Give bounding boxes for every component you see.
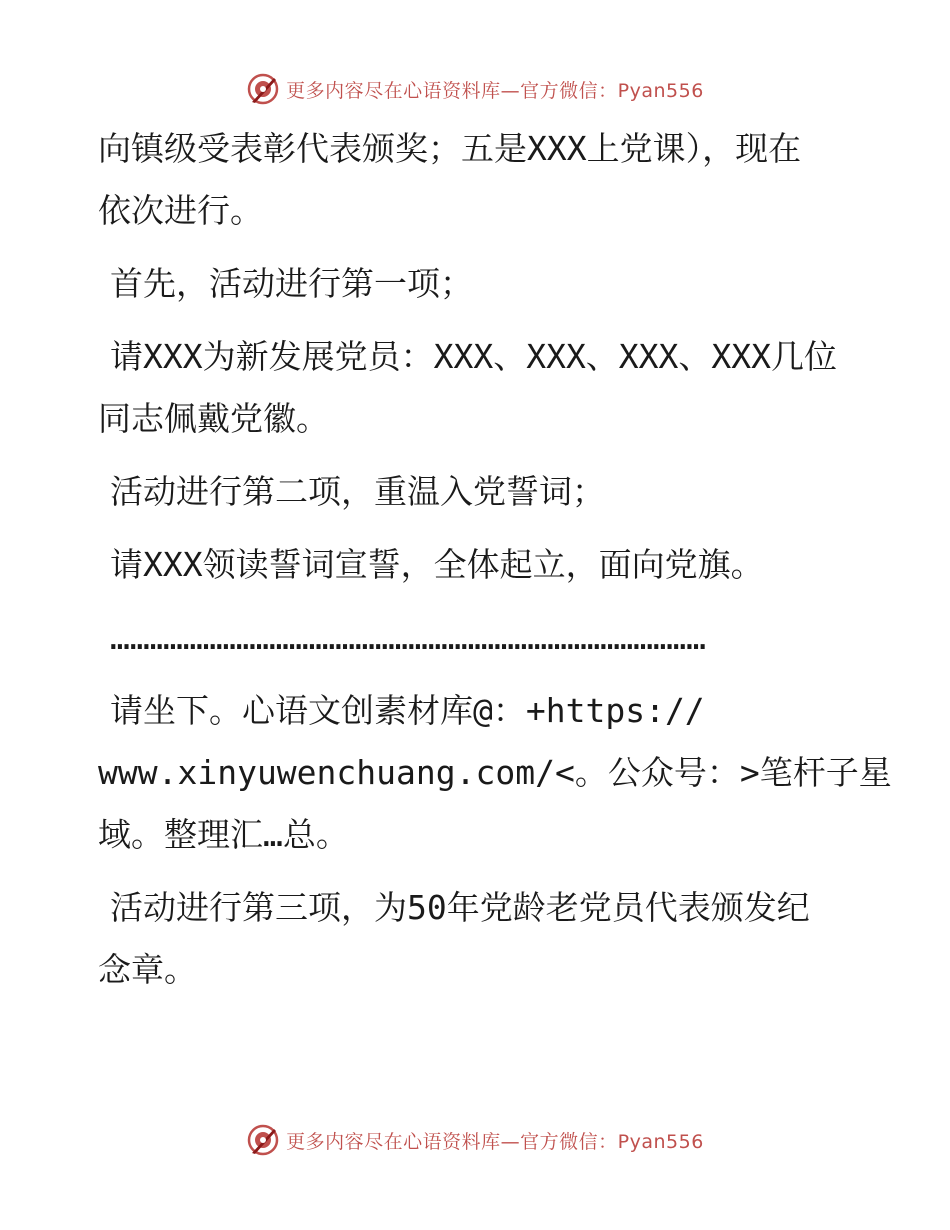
paragraph-4: [98, 461, 858, 523]
quill-pen-seal-icon: [246, 1123, 280, 1157]
paragraph-line: 活动进行第二项，重温入党誓词；: [110, 472, 605, 511]
paragraph-line: 首先，活动进行第一项；: [110, 264, 473, 303]
footer-banner: [0, 1123, 950, 1157]
paragraph-3: [98, 326, 858, 450]
paragraph-1: [98, 118, 858, 242]
header-banner-text: 更多内容尽在心语资料库—官方微信：Pyan556: [286, 79, 704, 102]
paragraph-line: 同志佩戴党徽。: [98, 399, 329, 438]
ellipsis-separator: [98, 607, 858, 669]
document-body: [98, 118, 892, 1012]
paragraph-line: 请坐下。心语文创素材库@：+https://: [110, 691, 705, 730]
paragraph-line: www.xinyuwenchuang.com/<。公众号：>笔杆子星: [98, 753, 892, 792]
paragraph-line: ………………………………………………………………………………: [110, 618, 707, 657]
header-banner: [0, 72, 950, 106]
paragraph-line: 念章。: [98, 950, 197, 989]
quill-pen-seal-icon: [246, 72, 280, 106]
paragraph-line: 向镇级受表彰代表颁奖；五是XXX上党课），现在: [98, 129, 802, 168]
paragraph-5: [98, 534, 858, 596]
paragraph-line: 请XXX领读誓词宣誓，全体起立，面向党旗。: [110, 545, 764, 584]
paragraph-line: 请XXX为新发展党员：XXX、XXX、XXX、XXX几位: [110, 337, 838, 376]
paragraph-line: 域。整理汇…总。: [98, 815, 349, 854]
paragraph-7: [98, 877, 858, 1001]
paragraph-line: 依次进行。: [98, 191, 263, 230]
paragraph-6: [98, 680, 892, 866]
paragraph-line: 活动进行第三项，为50年党龄老党员代表颁发纪: [110, 888, 810, 927]
footer-banner-text: 更多内容尽在心语资料库—官方微信：Pyan556: [286, 1130, 704, 1153]
paragraph-2: [98, 253, 858, 315]
